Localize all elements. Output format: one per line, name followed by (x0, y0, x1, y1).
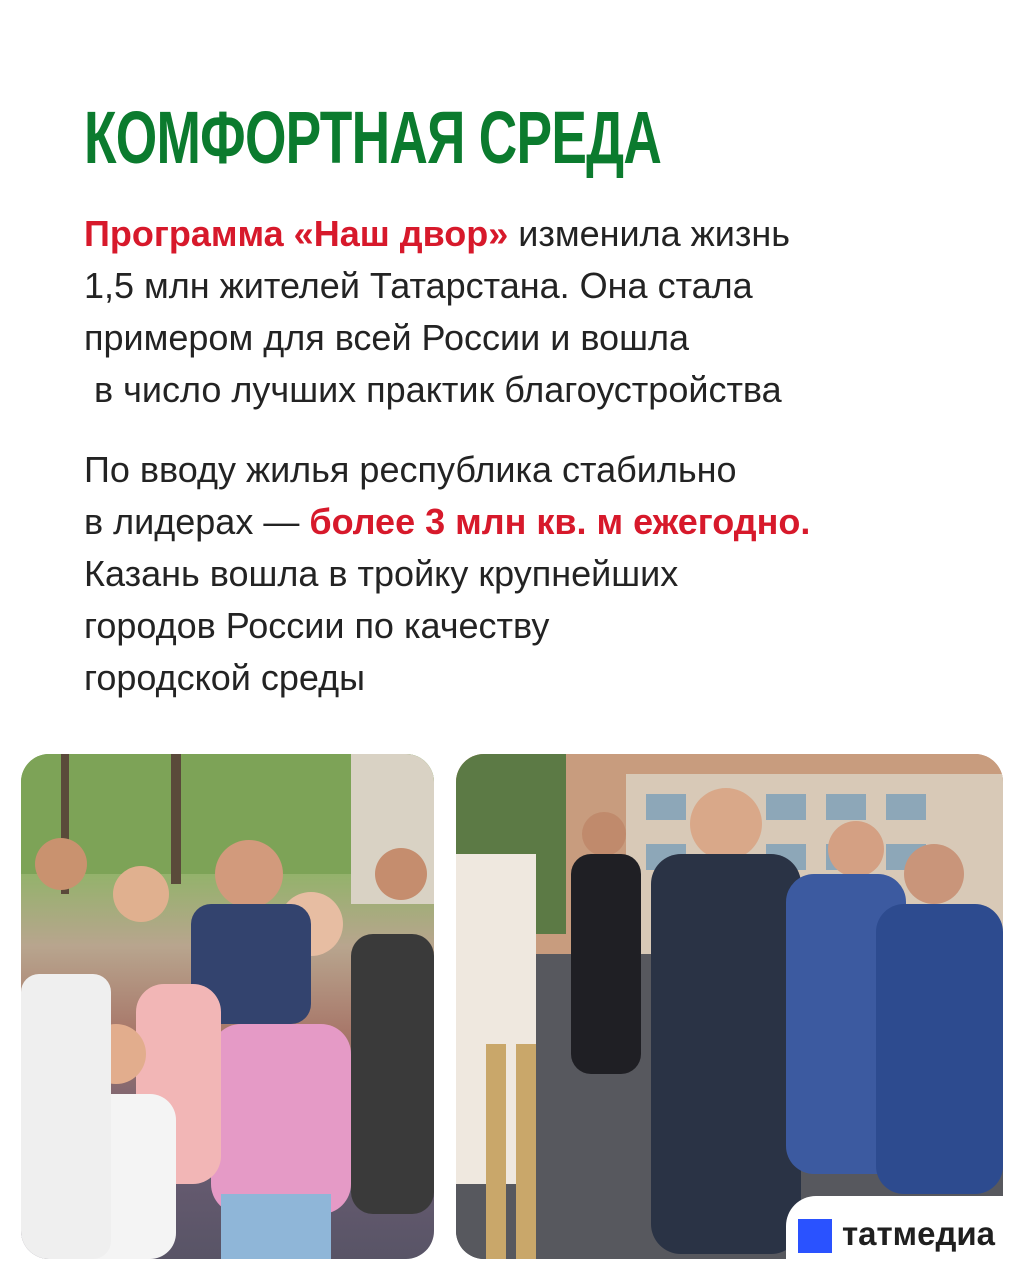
paragraph1-line4: в число лучших практик благоустройства (94, 369, 782, 410)
paragraph1-line2: 1,5 млн жителей Татарстана. Она стала (84, 265, 753, 306)
photo-crowd-illustration (21, 754, 434, 1259)
paragraph2-line2: в лидерах — (84, 501, 310, 542)
paragraph2-line1: По вводу жилья республика стабильно (84, 449, 737, 490)
program-name-highlight: Программа «Наш двор» (84, 213, 509, 254)
paragraph2-line5: городской среды (84, 657, 366, 698)
photo-crowd-with-children (21, 754, 434, 1259)
paragraph2-line4: городов России по качеству (84, 605, 550, 646)
paragraph-housing (84, 444, 944, 704)
tatmedia-logo (786, 1196, 1024, 1280)
page-title: КОМФОРТНАЯ СРЕДА (84, 96, 662, 179)
photo-officials-at-courtyard (456, 754, 1003, 1259)
tatmedia-logo-mark (798, 1219, 832, 1253)
paragraph1-line1: изменила жизнь (508, 213, 790, 254)
paragraph2-line3: Казань вошла в тройку крупнейших (84, 553, 679, 594)
paragraph1-line3: примером для всей России и вошла (84, 317, 689, 358)
paragraph-nash-dvor (84, 208, 944, 416)
photo-officials-illustration (456, 754, 1003, 1259)
housing-volume-highlight: более 3 млн кв. м ежегодно. (309, 501, 811, 542)
tatmedia-logo-text: татмедиа (842, 1215, 996, 1252)
